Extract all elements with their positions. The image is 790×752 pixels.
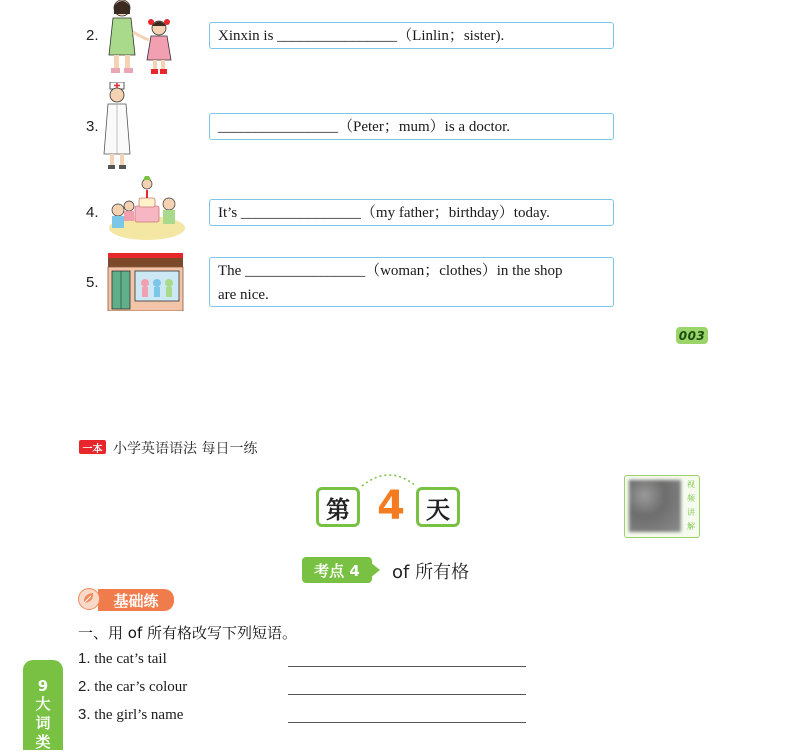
question-box [209, 22, 614, 49]
doctor-illustration [103, 82, 135, 172]
brand-logo: 一本 [79, 440, 106, 454]
exercise-item [78, 650, 167, 668]
day-number: 4 [377, 483, 405, 529]
exercise-text: the girl’s name [94, 707, 184, 723]
side-tab-number: 9 [37, 677, 49, 695]
book-title: 小学英语语法 每日一练 [113, 441, 258, 457]
topic-title: of 所有格 [392, 562, 470, 583]
birthday-party-illustration [107, 176, 185, 242]
question-number: 2. [86, 27, 99, 44]
exercise-number: 1. [78, 650, 91, 667]
answer-line[interactable] [288, 722, 526, 723]
answer-line[interactable] [288, 666, 526, 667]
question-number: 4. [86, 204, 99, 221]
question-number: 3. [86, 118, 99, 135]
side-tab-text: 大词类 [35, 695, 51, 751]
exercise-text: the car’s colour [94, 679, 188, 695]
question-number: 5. [86, 274, 99, 291]
day-title [316, 483, 462, 529]
instruction: 一、用 of 所有格改写下列短语。 [78, 624, 297, 642]
page-number: 003 [676, 327, 708, 344]
day-suffix: 天 [416, 487, 460, 527]
leaf-icon [78, 588, 100, 610]
topic-badge: 考点 4 [302, 557, 372, 583]
exercise-text: the cat’s tail [94, 651, 167, 667]
day-prefix: 第 [316, 487, 360, 527]
question-text: The ________________（woman；clothes）in the shop [218, 263, 563, 279]
qr-code-panel[interactable] [624, 475, 700, 538]
exercise-number: 3. [78, 706, 91, 723]
clothes-shop-illustration [107, 253, 184, 311]
question-text: It’s ________________（my father；birthday）today. [218, 204, 550, 221]
qr-code[interactable] [629, 480, 681, 532]
question-box [209, 257, 614, 307]
girls-illustration [105, 0, 177, 78]
side-tab[interactable] [23, 660, 63, 750]
answer-line[interactable] [288, 694, 526, 695]
question-text: ________________（Peter；mum）is a doctor. [218, 118, 511, 135]
exercise-number: 2. [78, 678, 91, 695]
question-text: are nice. [218, 287, 269, 303]
question-box [209, 113, 614, 140]
topic-badge-arrow [370, 562, 380, 578]
section-badge: 基础练 [98, 589, 174, 611]
exercise-item [78, 678, 187, 696]
exercise-item [78, 706, 183, 724]
question-text: Xinxin is ________________（Linlin；sister). [218, 27, 505, 44]
video-label: 视频讲解 [687, 480, 695, 531]
question-box [209, 199, 614, 226]
